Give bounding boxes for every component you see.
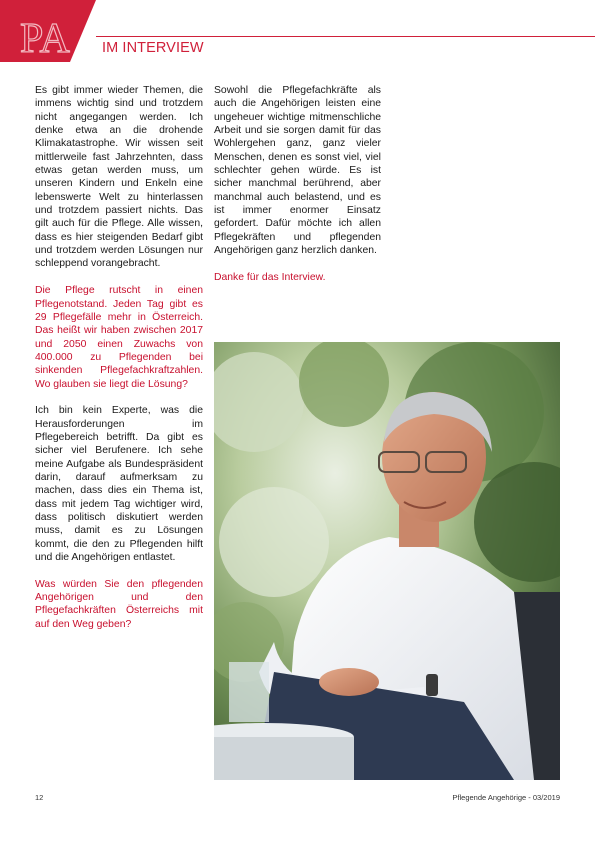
question-paragraph-2: Was würden Sie den pflegenden Angehörigen und den Pflegefachkräften Österreichs mit auf den Weg geben?: [35, 578, 203, 630]
article-right-column: [214, 84, 381, 298]
closing-line: Danke für das Interview.: [214, 271, 326, 283]
answer-paragraph-3: Sowohl die Pflegefachkräfte als auch die Angehörigen leisten eine ungeheuer wichtige mitmenschliche Arbeit und sie sorgen damit für das Wohlergehen ganz, ganz vieler Menschen, denen es sonst viel, viel schlechter gehen würde. Es ist sicher manchmal berührend, aber manchmal auch belastend, und es ist immer enormer Einsatz gefordert. Dafür möchte ich allen Pflegekräften und pflegenden Angehörigen ganz herzlich danken.: [214, 85, 381, 257]
publication-issue: Pflegende Angehörige - 03/2019: [452, 793, 560, 802]
publication-logo: [0, 0, 96, 62]
header-rule: [96, 36, 595, 37]
interview-photo: [214, 342, 560, 780]
answer-paragraph-1: Es gibt immer wieder Themen, die immens wichtig sind und trotzdem nicht angegangen werden. Ich denke etwa an die drohende Klimakatastrophe. Wir wissen seit mittlerweile fast Jahrzehnten, dass etwas getan werden muss, um unseren Kindern und Enkeln eine lebenswerte Welt zu hinterlassen und trotzdem passiert nichts. Das gilt auch für die Pflege. Alle wissen, dass es hier steigenden Bedarf gibt und trotzdem werden Lösungen nur schleppend vorangebracht.: [35, 85, 203, 270]
section-title: IM INTERVIEW: [102, 40, 204, 56]
article-left-column: [35, 84, 203, 644]
answer-paragraph-2: Ich bin kein Experte, was die Herausforderungen im Pflegebereich betrifft. Da gibt es sicher viel Berufenere. Ich sehe meine Aufgabe als Bundespräsident darin, darauf aufmerksam zu machen, dass dies ein Thema ist, dass mit jedem Tag wichtiger wird, dass politisch diskutiert werden muss, damit es zu Lösungen kommt, die den zu Pflegenden hilft und die Angehörigen entlastet.: [35, 405, 203, 564]
page-number: 12: [35, 793, 44, 802]
question-paragraph-1: Die Pflege rutscht in einen Pflegenotstand. Jeden Tag gibt es 29 Pflegefälle mehr in Österreich. Das heißt wir haben zwischen 2017 und 2050 einen Zuwachs von 400.000 zu Pflegenden bei sinkenden Pflegefachkraftzahlen. Wo glauben sie liegt die Lösung?: [35, 285, 203, 390]
logo-lettering: PA: [20, 16, 70, 62]
